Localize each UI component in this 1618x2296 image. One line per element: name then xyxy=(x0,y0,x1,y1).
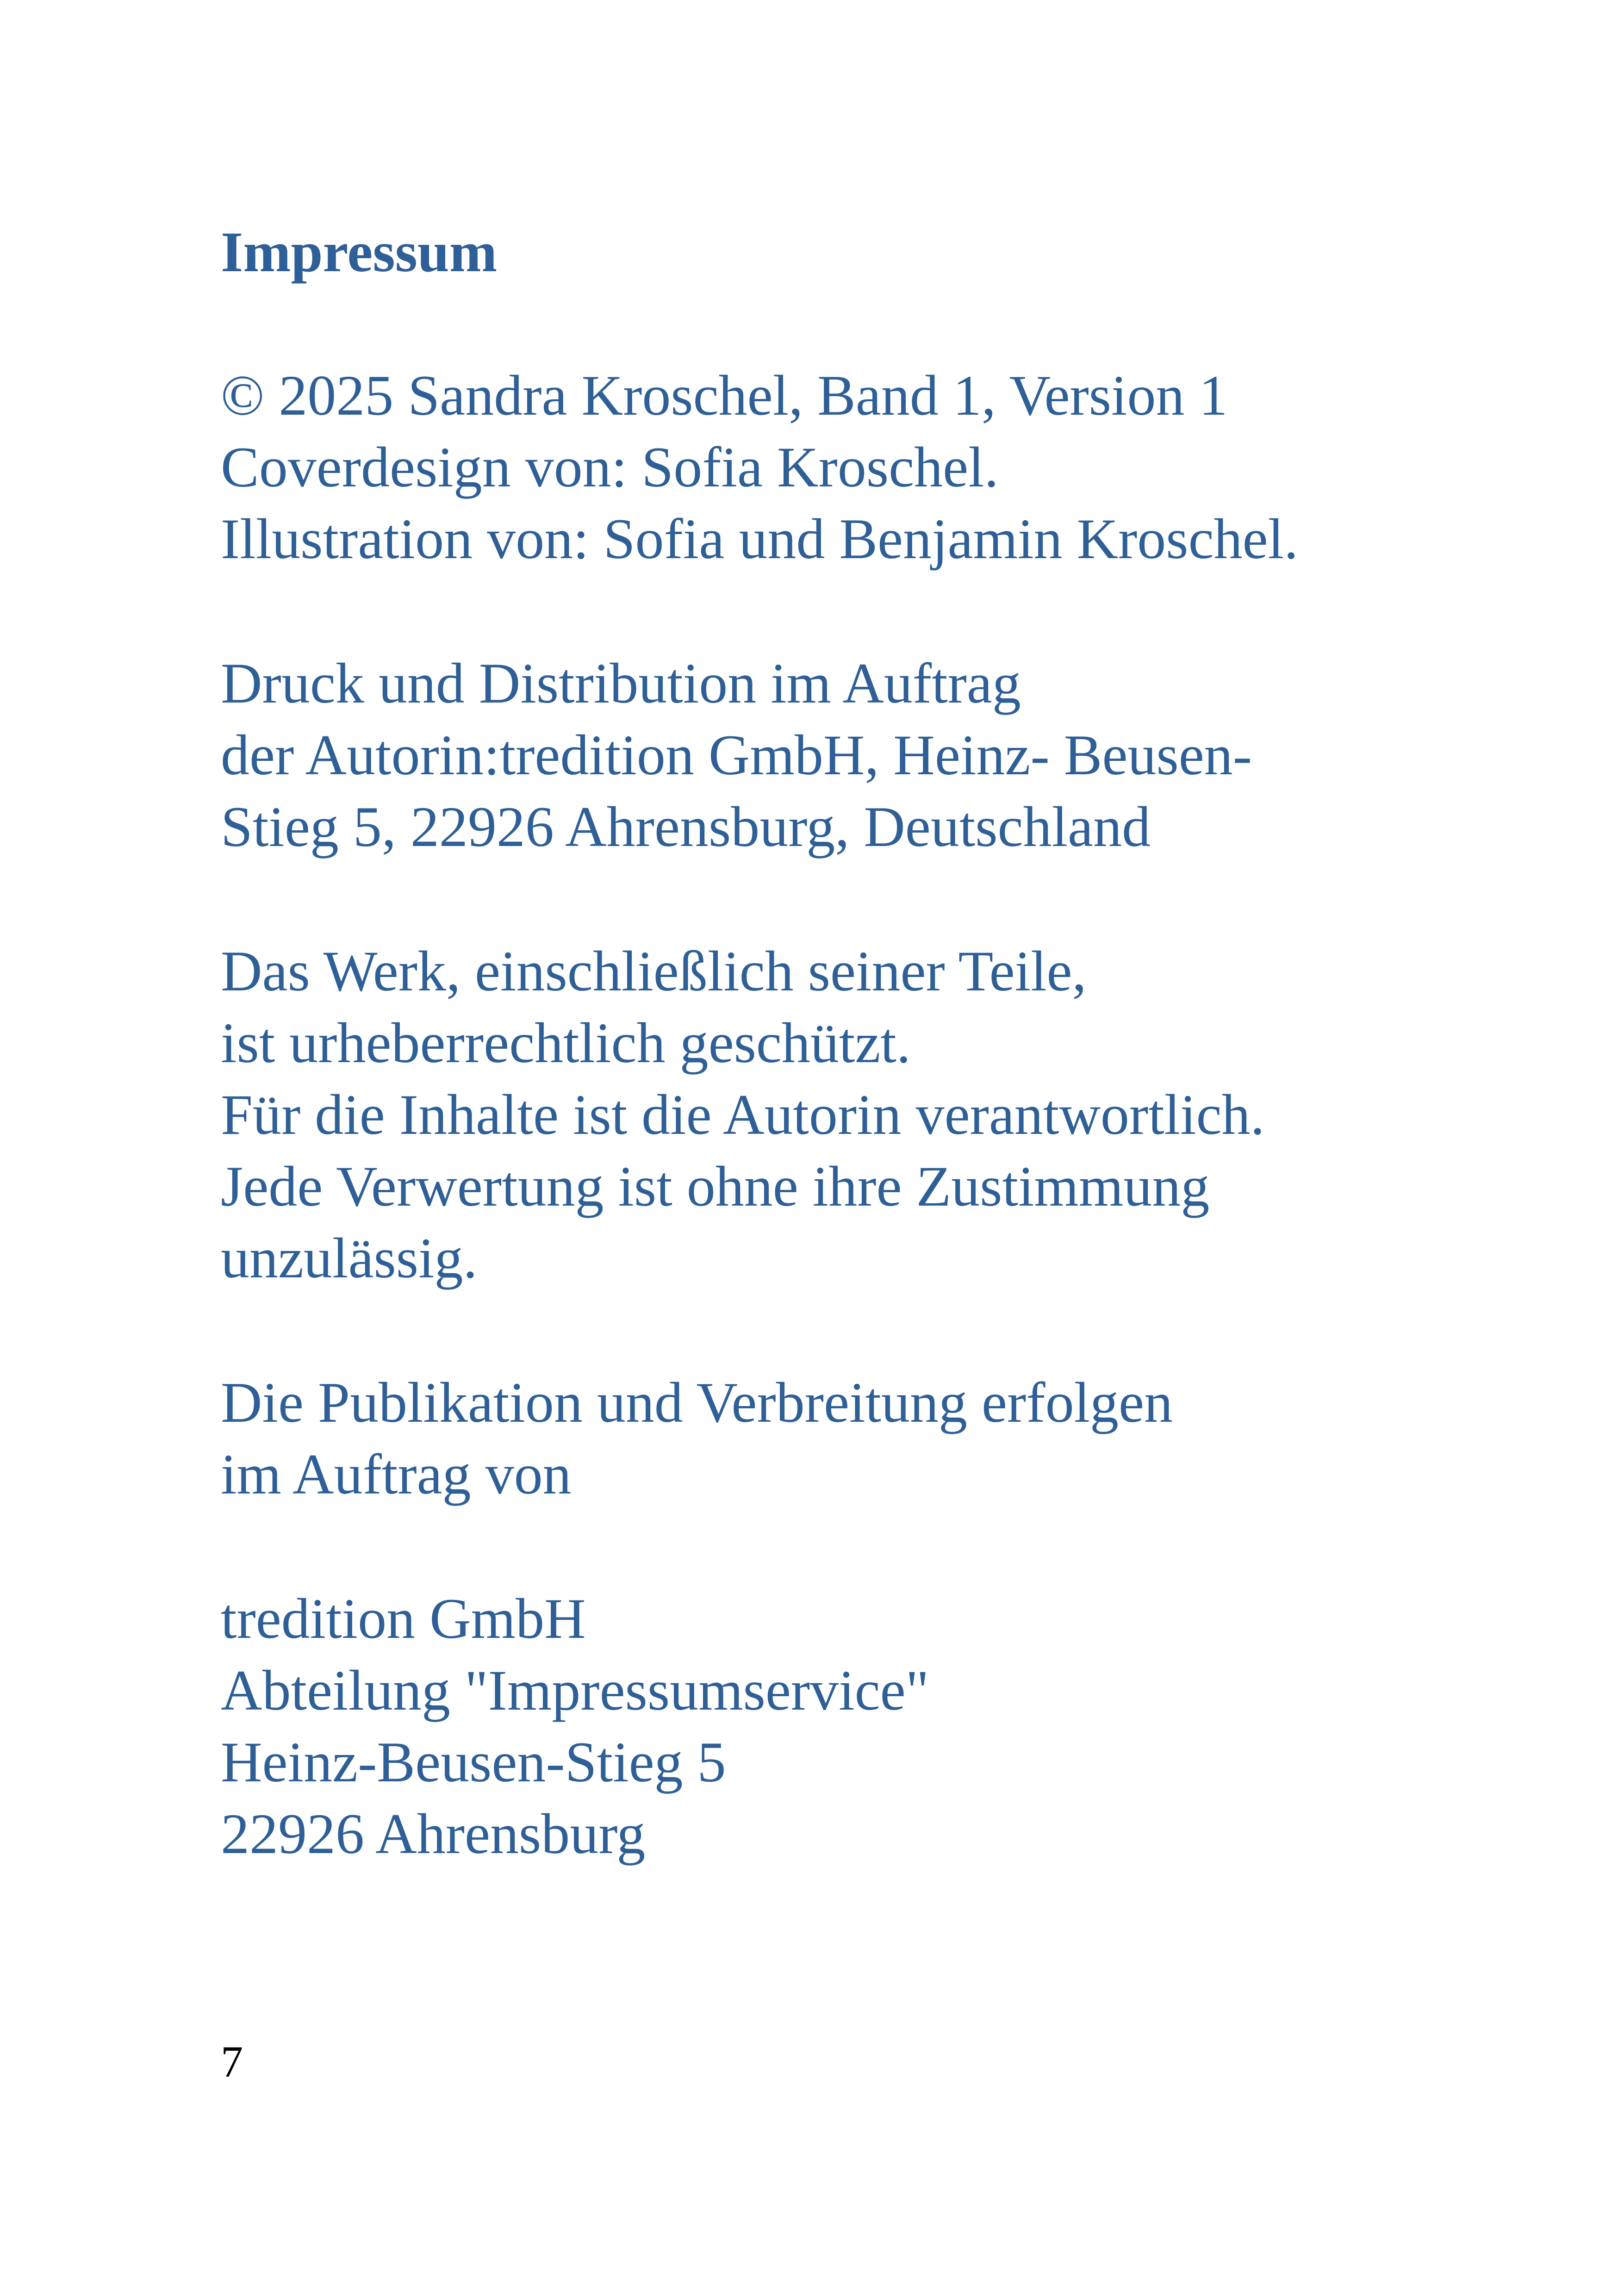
copyright-notice-line-4: Jede Verwertung ist ohne ihre Zustimmung xyxy=(221,1155,1210,1218)
copyright-notice-line-5: unzulässig. xyxy=(221,1226,478,1290)
copyright-notice-line-1: Das Werk, einschließlich seiner Teile, xyxy=(221,940,1087,1003)
publisher-name: tredition GmbH xyxy=(221,1587,586,1650)
print-distribution-line-2: der Autorin:tredition GmbH, Heinz- Beusen- xyxy=(221,723,1252,787)
imprint-content xyxy=(221,218,1470,1870)
copyright-block xyxy=(221,360,1470,575)
page-number: 7 xyxy=(221,2037,243,2086)
publication-block xyxy=(221,1367,1470,1510)
publisher-city: 22926 Ahrensburg xyxy=(221,1802,646,1866)
copyright-notice-line-2: ist urheberrechtlich geschützt. xyxy=(221,1011,911,1075)
print-distribution-block xyxy=(221,647,1470,863)
print-distribution-line-3: Stieg 5, 22926 Ahrensburg, Deutschland xyxy=(221,795,1151,859)
print-distribution-line-1: Druck und Distribution im Auftrag xyxy=(221,652,1021,715)
cover-design-line: Coverdesign von: Sofia Kroschel. xyxy=(221,436,999,499)
publisher-department: Abteilung "Impressumservice" xyxy=(221,1659,929,1722)
publication-line-1: Die Publikation und Verbreitung erfolgen xyxy=(221,1371,1173,1434)
publisher-street: Heinz-Beusen-Stieg 5 xyxy=(221,1730,726,1794)
publisher-address-block xyxy=(221,1583,1470,1870)
illustration-line: Illustration von: Sofia und Benjamin Kroschel. xyxy=(221,507,1299,571)
copyright-notice-line-3: Für die Inhalte ist die Autorin verantwortlich. xyxy=(221,1083,1265,1146)
page-title: Impressum xyxy=(221,220,498,284)
publication-line-2: im Auftrag von xyxy=(221,1443,572,1506)
copyright-notice-block xyxy=(221,935,1470,1294)
copyright-line: © 2025 Sandra Kroschel, Band 1, Version 1 xyxy=(221,364,1228,427)
